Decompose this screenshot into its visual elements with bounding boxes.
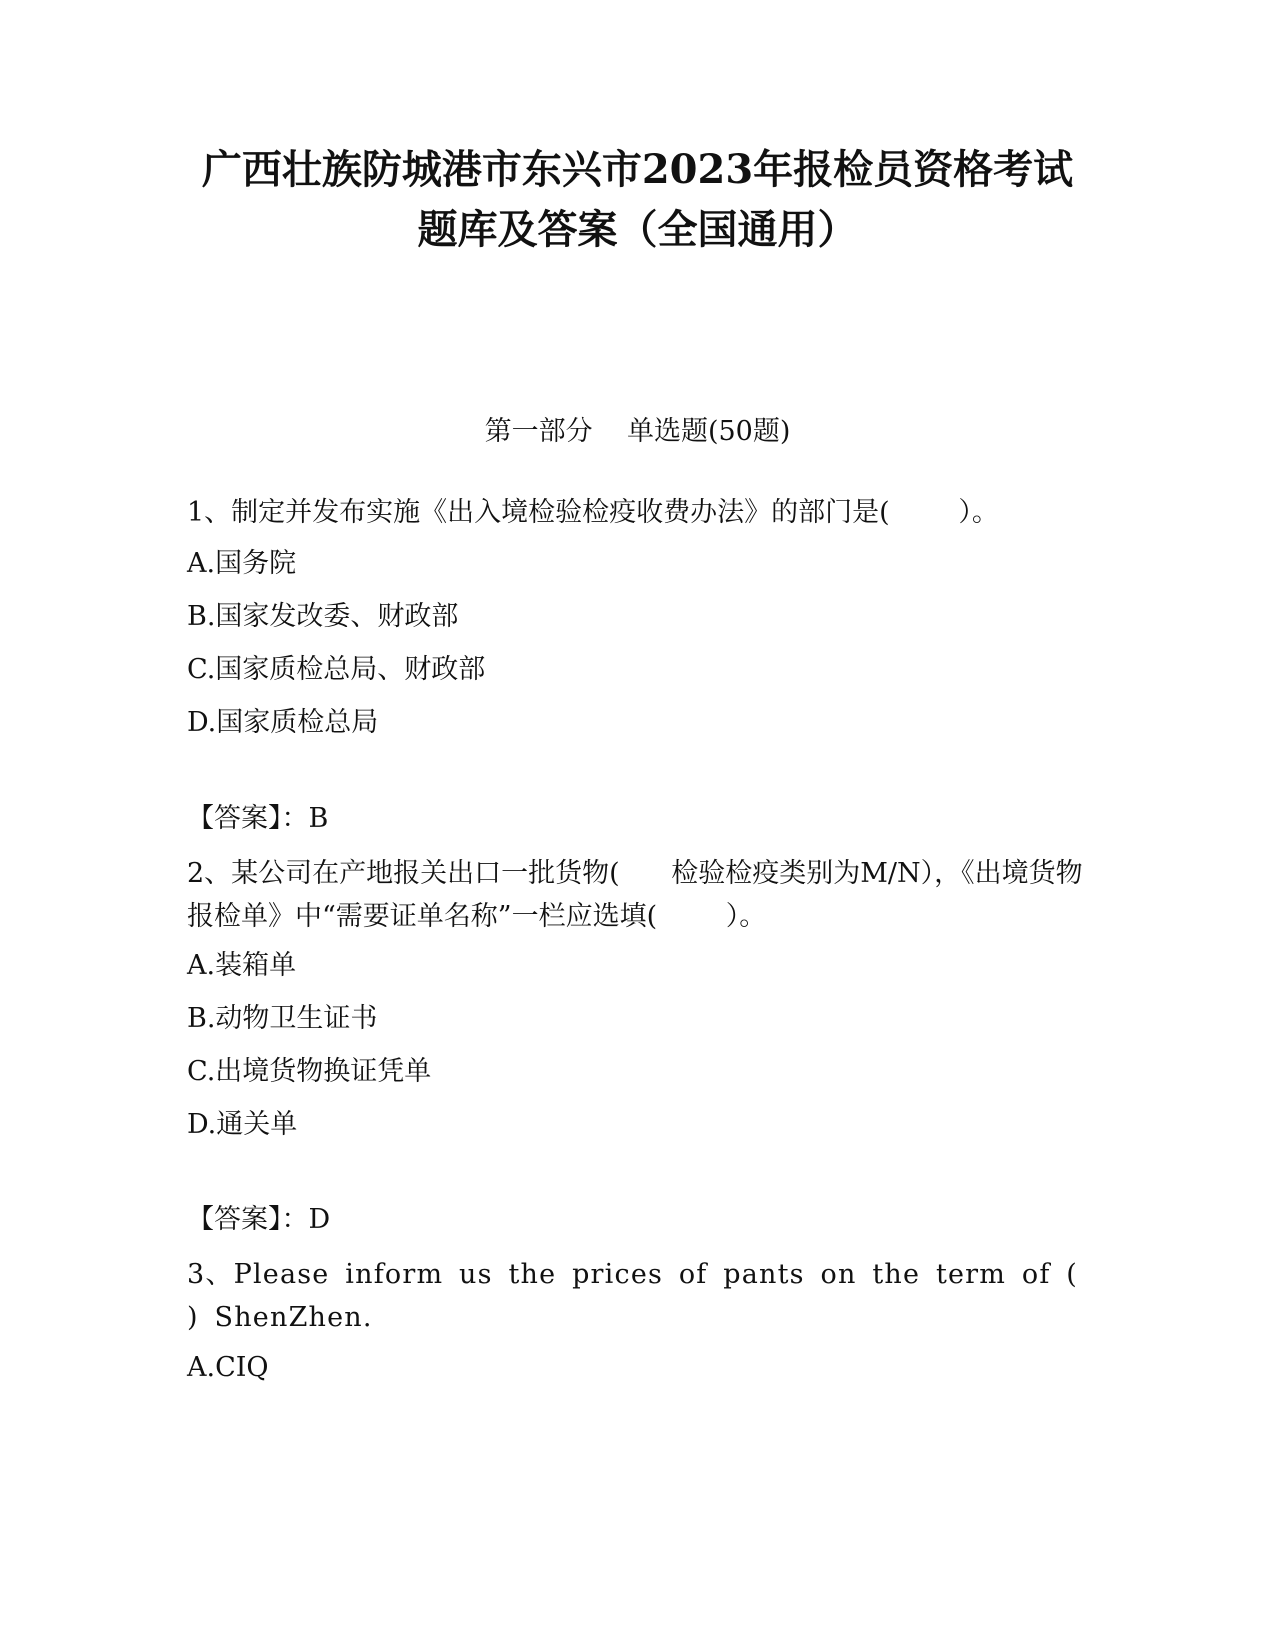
document-title-line-2: 题库及答案（全国通用） xyxy=(417,206,858,253)
question-2-option-a: A.装箱单 xyxy=(187,950,297,981)
question-3-text: 3、Please inform us the prices of pants on the term of ( ) ShenZhen. xyxy=(187,1259,1157,1333)
question-2-answer: 【答案】：D xyxy=(187,1204,331,1235)
document-title xyxy=(150,140,1125,260)
question-2-text: 2、某公司在产地报关出口一批货物( 检验检疫类别为M/N），《出境货物报检单》中“需要证单名称”一栏应选填( ）。 xyxy=(187,858,1083,932)
question-1-answer: 【答案】：B xyxy=(187,803,329,834)
question-1-option-b: B.国家发改委、财政部 xyxy=(187,601,459,632)
question-2-option-d: D.通关单 xyxy=(187,1109,298,1140)
question-1-option-d: D.国家质检总局 xyxy=(187,707,379,738)
section-heading: 第一部分 单选题(50题) xyxy=(484,416,791,447)
question-1-option-a: A.国务院 xyxy=(187,548,297,579)
question-2-option-c: C.出境货物换证凭单 xyxy=(187,1056,432,1087)
question-2-option-b: B.动物卫生证书 xyxy=(187,1003,378,1034)
question-1-text: 1、制定并发布实施《出入境检验检疫收费办法》的部门是( ）。 xyxy=(187,497,999,528)
document-title-line-1: 广西壮族防城港市东兴市2023年报检员资格考试 xyxy=(201,146,1074,193)
question-1-option-c: C.国家质检总局、财政部 xyxy=(187,654,486,685)
question-3-option-a: A.CIQ xyxy=(187,1352,269,1383)
